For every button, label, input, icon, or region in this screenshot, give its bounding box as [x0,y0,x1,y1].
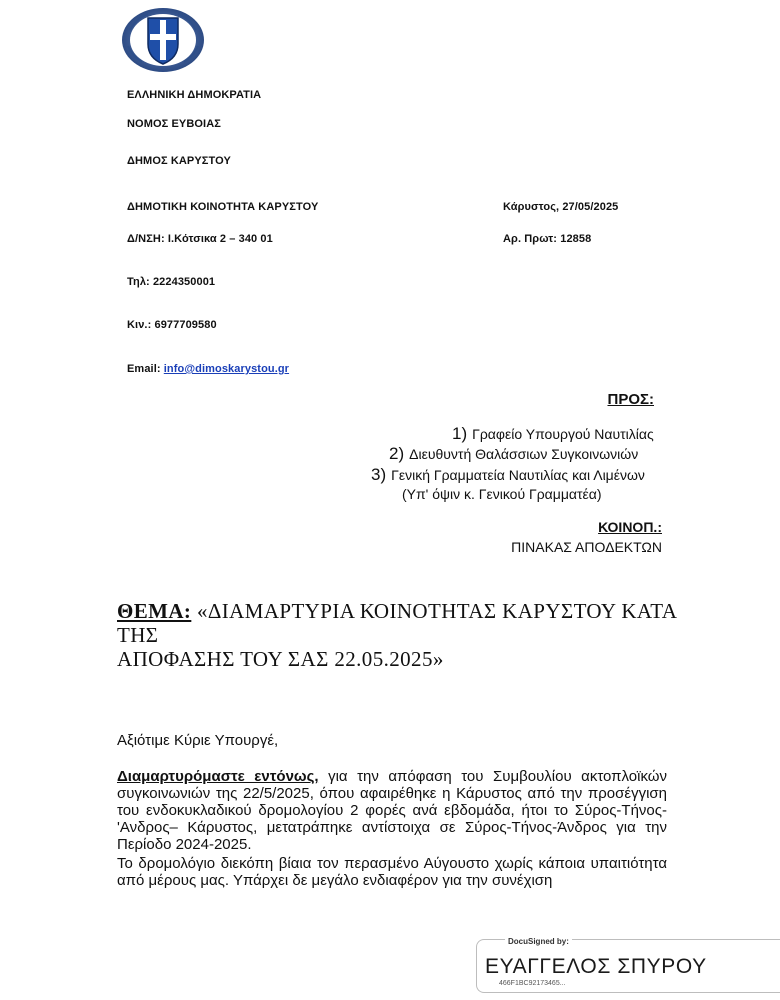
recipient-1 [452,424,654,444]
sender-address: Δ/ΝΣΗ: Ι.Κότσικα 2 – 340 01 [127,233,273,245]
recipient-3-text: Γενική Γραμματεία Ναυτιλίας και Λιμένων [391,467,645,483]
body-paragraph-2: Το δρομολόγιο διεκόπη βίαια τον περασμένο Αύγουστο χωρίς κάποια υπαιτιότητα από μέρους μας. Υπάρχει δε μεγάλο ενδιαφέρον για την συνέχιση [117,855,667,889]
protocol-number: Αρ. Πρωτ: 12858 [503,233,592,245]
sender-mobile: Κιν.: 6977709580 [127,319,217,331]
subject-line-2: ΑΠΟΦΑΣΗΣ ΤΟΥ ΣΑΣ 22.05.2025» [117,647,444,671]
recipient-2 [389,444,638,464]
sender-line-1: ΕΛΛΗΝΙΚΗ ΔΗΜΟΚΡΑΤΙΑ [127,89,262,101]
place-date: Κάρυστος, 27/05/2025 [503,201,619,213]
docusigned-by-label: DocuSigned by: [505,937,572,946]
sender-line-4: ΔΗΜΟΤΙΚΗ ΚΟΙΝΟΤΗΤΑ ΚΑΡΥΣΤΟΥ [127,201,319,213]
recipient-1-text: Γραφείο Υπουργού Ναυτιλίας [472,426,654,442]
salutation: Αξιότιμε Κύριε Υπουργέ, [117,732,279,749]
docusign-signature-box [476,939,780,993]
recipient-3 [371,465,645,485]
recipient-2-text: Διευθυντή Θαλάσσιων Συγκοινωνιών [409,446,639,462]
sender-email [127,363,289,375]
email-label: Email: [127,363,164,375]
email-link[interactable]: info@dimoskarystou.gr [163,363,290,375]
body-paragraph-1-text: για την απόφαση του Συμβουλίου ακτοπλοϊκών συγκοινωνιών της 22/5/2025, όπου αφαιρέθηκε η Κάρυστος από την προσέγγιση του ενδοκυκλαδικού δρομολογίου 2 φορές ανά εβδομάδα, ήτοι το Σύρος-Τήνος-'Ανδρος– Κάρυστος, μετατράπηκε αντίστοιχα σε Σύρος-Τήνος-Άνδρος για την Περίοδο 2024-2025. [117,768,667,853]
cc-label: ΚΟΙΝΟΠ.: [598,519,662,535]
subject-line-1: «ΔΙΑΜΑΡΤΥΡΙΑ ΚΟΙΝΟΤΗΤΑΣ ΚΑΡΥΣΤΟΥ ΚΑΤΑ ΤΗΣ [117,599,677,647]
sender-line-3: ΔΗΜΟΣ ΚΑΡΥΣΤΟΥ [127,155,231,167]
recipient-1-number: 1) [452,424,468,443]
signer-name: ΕΥΑΓΓΕΛΟΣ ΣΠΥΡΟΥ [485,955,707,978]
recipients-label: ΠΡΟΣ: [607,391,654,408]
body-paragraph-1 [117,768,667,853]
recipient-3-note: (Υπ' όψιν κ. Γενικού Γραμματέα) [402,486,602,502]
subject-label: ΘΕΜΑ: [117,599,192,623]
recipient-2-number: 2) [389,444,405,463]
cc-value: ΠΙΝΑΚΑΣ ΑΠΟΔΕΚΤΩΝ [511,539,662,555]
body-emphasis: Διαμαρτυρόμαστε εντόνως, [117,768,319,785]
sender-phone: Τηλ: 2224350001 [127,276,216,288]
greek-emblem-icon [120,6,206,74]
sender-line-2: ΝΟΜΟΣ ΕΥΒΟΙΑΣ [127,118,221,130]
recipient-3-number: 3) [371,465,387,484]
subject [117,599,677,671]
envelope-id: 466F1BC92173465... [499,980,566,987]
